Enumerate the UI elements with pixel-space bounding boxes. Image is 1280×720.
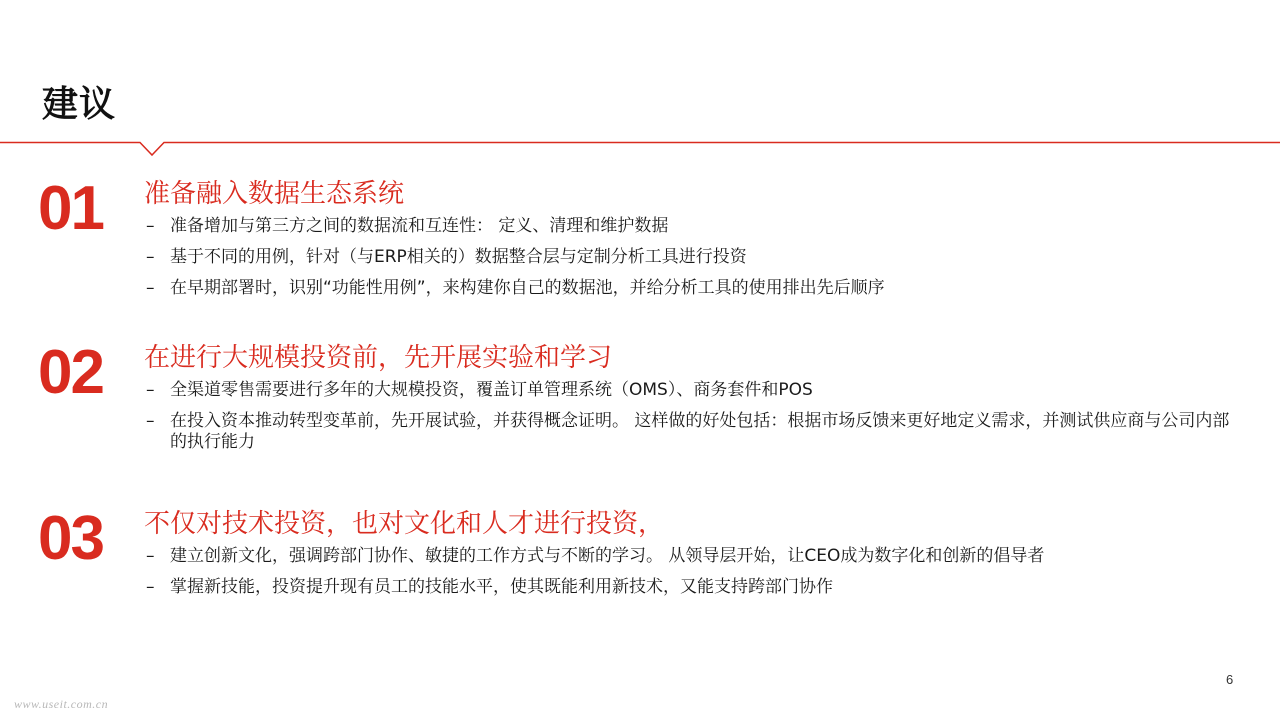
dash-marker: – <box>146 216 155 236</box>
section-number: 02 <box>38 338 103 407</box>
bullet-text: 在早期部署时，识别“功能性用例”，来构建你自己的数据池，并给分析工具的使用排出先后顺序 <box>170 278 885 298</box>
list-item <box>146 278 1246 299</box>
bullet-text: 准备增加与第三方之间的数据流和互连性： 定义、清理和维护数据 <box>170 216 669 236</box>
bullet-text: 全渠道零售需要进行多年的大规模投资，覆盖订单管理系统（OMS）、商务套件和POS <box>170 380 813 400</box>
list-item <box>146 546 1246 567</box>
dash-marker: – <box>146 577 155 597</box>
dash-marker: – <box>146 380 155 400</box>
dash-marker: – <box>146 278 155 298</box>
section-heading: 准备融入数据生态系统 <box>144 179 405 209</box>
section-heading: 不仅对技术投资，也对文化和人才进行投资， <box>144 509 665 539</box>
dash-marker: – <box>146 546 155 566</box>
section-number: 01 <box>38 174 103 243</box>
list-item <box>146 247 1246 268</box>
watermark: www.useit.com.cn <box>14 697 109 711</box>
bullet-list <box>146 380 1246 463</box>
section-heading: 在进行大规模投资前，先开展实验和学习 <box>144 343 613 373</box>
bullet-text: 掌握新技能，投资提升现有员工的技能水平，使其既能利用新技术，又能支持跨部门协作 <box>170 577 833 597</box>
section-number: 03 <box>38 504 103 573</box>
dash-marker: – <box>146 247 155 267</box>
list-item <box>146 380 1246 401</box>
page-number: 6 <box>1226 672 1234 687</box>
dash-marker: – <box>146 411 155 431</box>
bullet-text: 基于不同的用例，针对（与ERP相关的）数据整合层与定制分析工具进行投资 <box>170 247 747 267</box>
bullet-list <box>146 546 1246 608</box>
bullet-list <box>146 216 1246 309</box>
list-item <box>146 411 1246 453</box>
list-item <box>146 577 1246 598</box>
bullet-text: 在投入资本推动转型变革前，先开展试验，并获得概念证明。 这样做的好处包括：根据市场反馈来更好地定义需求，并测试供应商与公司内部的执行能力 <box>170 411 1230 452</box>
title-divider <box>0 141 1280 161</box>
slide-title: 建议 <box>42 84 117 125</box>
bullet-text: 建立创新文化，强调跨部门协作、敏捷的工作方式与不断的学习。 从领导层开始，让CEO成为数字化和创新的倡导者 <box>170 546 1045 566</box>
list-item <box>146 216 1246 237</box>
